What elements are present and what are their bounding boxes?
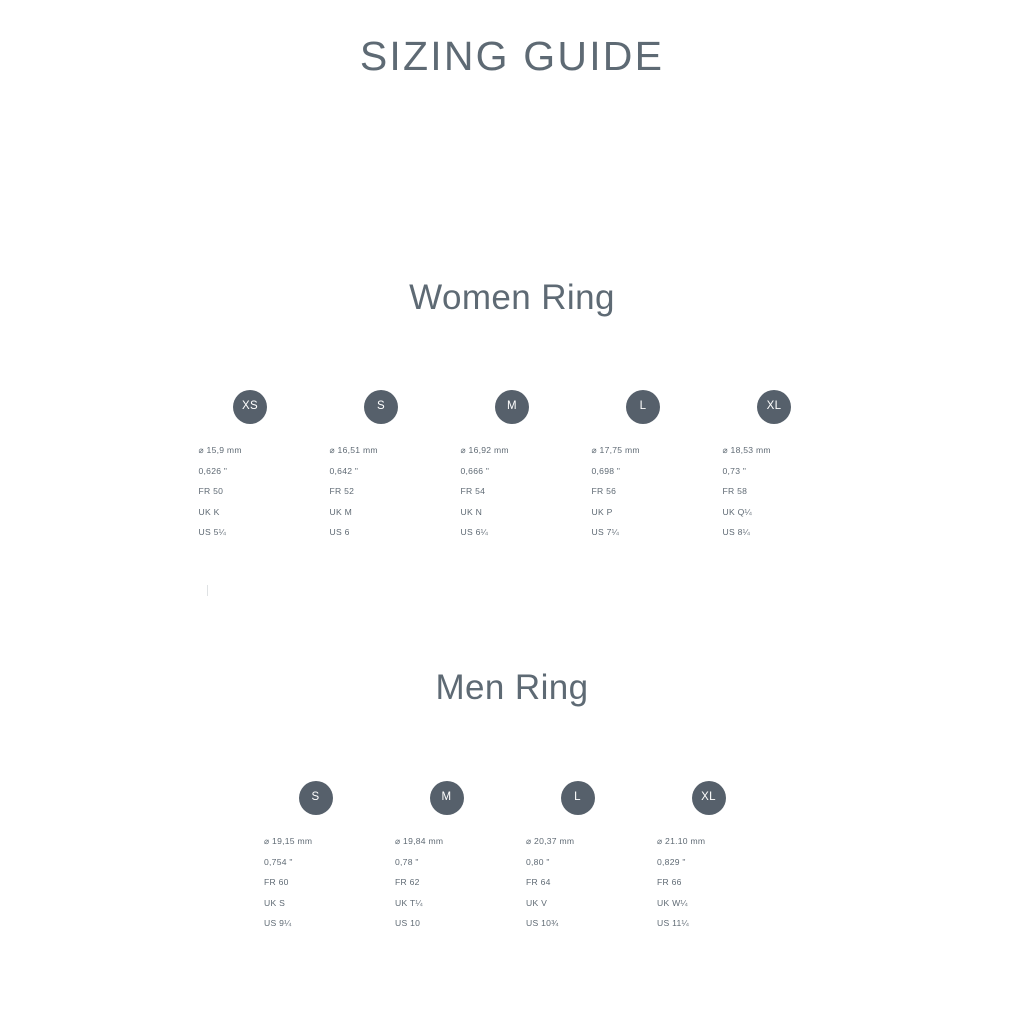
size-badge-l: L [626,390,660,424]
spec-size-uk: UK V [526,897,548,908]
spec-list-men-s [250,831,381,934]
spec-size-fr: FR 62 [395,877,420,888]
spec-diameter-inch: 0,829 " [657,856,686,867]
size-badge-s: S [299,781,333,815]
size-badge-l: L [561,781,595,815]
size-row-men [0,781,1024,934]
spec-size-uk: UK W¼ [657,897,688,908]
spec-diameter-inch: 0,642 " [329,465,359,476]
spec-size-uk: UK M [329,506,352,517]
spec-size-fr: FR 52 [329,486,355,497]
size-column-men-l [512,781,643,934]
spec-size-us: US 9¼ [264,918,292,929]
size-badge-xs: XS [233,390,267,424]
size-column-women-m [447,390,578,543]
spec-size-fr: FR 66 [657,877,682,888]
spec-size-fr: FR 58 [722,486,748,497]
size-column-men-m [381,781,512,934]
spec-diameter-inch: 0,73 " [722,465,747,476]
spec-size-uk: UK N [460,506,483,517]
spec-list-women-m [447,440,578,543]
section-men-ring [0,668,1024,934]
spec-size-uk: UK K [198,506,220,517]
spec-list-women-l [578,440,709,543]
page-tick-mark [207,585,208,596]
spec-size-us: US 5¼ [198,527,227,538]
spec-diameter-mm: ⌀ 19,84 mm [395,836,444,846]
size-badge-m: M [495,390,529,424]
spec-list-men-m [381,831,512,934]
spec-list-women-s [316,440,447,543]
spec-size-us: US 6 [329,527,350,538]
spec-size-fr: FR 50 [198,486,224,497]
spec-size-fr: FR 60 [264,877,289,888]
page-title: SIZING GUIDE [359,33,665,79]
size-column-men-xl [643,781,774,934]
size-column-women-l [578,390,709,543]
spec-diameter-mm: ⌀ 19,15 mm [264,836,313,846]
spec-size-fr: FR 56 [591,486,617,497]
spec-list-men-l [512,831,643,934]
size-column-women-xs [185,390,316,543]
spec-diameter-inch: 0,78 " [395,856,419,867]
spec-size-us: US 11¼ [657,918,689,929]
size-badge-xl: XL [757,390,791,424]
spec-size-uk: UK P [591,506,613,517]
spec-diameter-mm: ⌀ 16,92 mm [460,445,509,455]
spec-diameter-inch: 0,80 " [526,856,550,867]
spec-size-us: US 8¼ [722,527,751,538]
spec-diameter-mm: ⌀ 21.10 mm [657,836,706,846]
size-column-women-xl [709,390,840,543]
size-column-women-s [316,390,447,543]
section-heading-women: Women Ring [409,278,615,317]
spec-list-women-xl [709,440,840,543]
size-column-men-s [250,781,381,934]
spec-size-fr: FR 54 [460,486,486,497]
spec-diameter-inch: 0,698 " [591,465,621,476]
spec-size-us: US 10 [395,918,421,929]
spec-diameter-inch: 0,666 " [460,465,490,476]
spec-diameter-mm: ⌀ 15,9 mm [198,445,242,455]
spec-diameter-inch: 0,626 " [198,465,228,476]
section-heading-men: Men Ring [435,668,589,707]
spec-diameter-mm: ⌀ 16,51 mm [329,445,378,455]
spec-size-uk: UK S [264,897,286,908]
spec-size-us: US 10¾ [526,918,559,929]
spec-diameter-mm: ⌀ 20,37 mm [526,836,575,846]
spec-list-women-xs [185,440,316,543]
spec-diameter-mm: ⌀ 18,53 mm [722,445,771,455]
size-row-women [0,390,1024,543]
spec-size-fr: FR 64 [526,877,551,888]
size-badge-m: M [430,781,464,815]
spec-diameter-mm: ⌀ 17,75 mm [591,445,640,455]
spec-size-uk: UK T¼ [395,897,423,908]
spec-size-us: US 7¼ [591,527,620,538]
size-badge-xl: XL [692,781,726,815]
spec-size-uk: UK Q¼ [722,506,752,517]
spec-diameter-inch: 0,754 " [264,856,293,867]
size-badge-s: S [364,390,398,424]
spec-size-us: US 6¼ [460,527,489,538]
spec-list-men-xl [643,831,774,934]
section-women-ring [0,278,1024,543]
